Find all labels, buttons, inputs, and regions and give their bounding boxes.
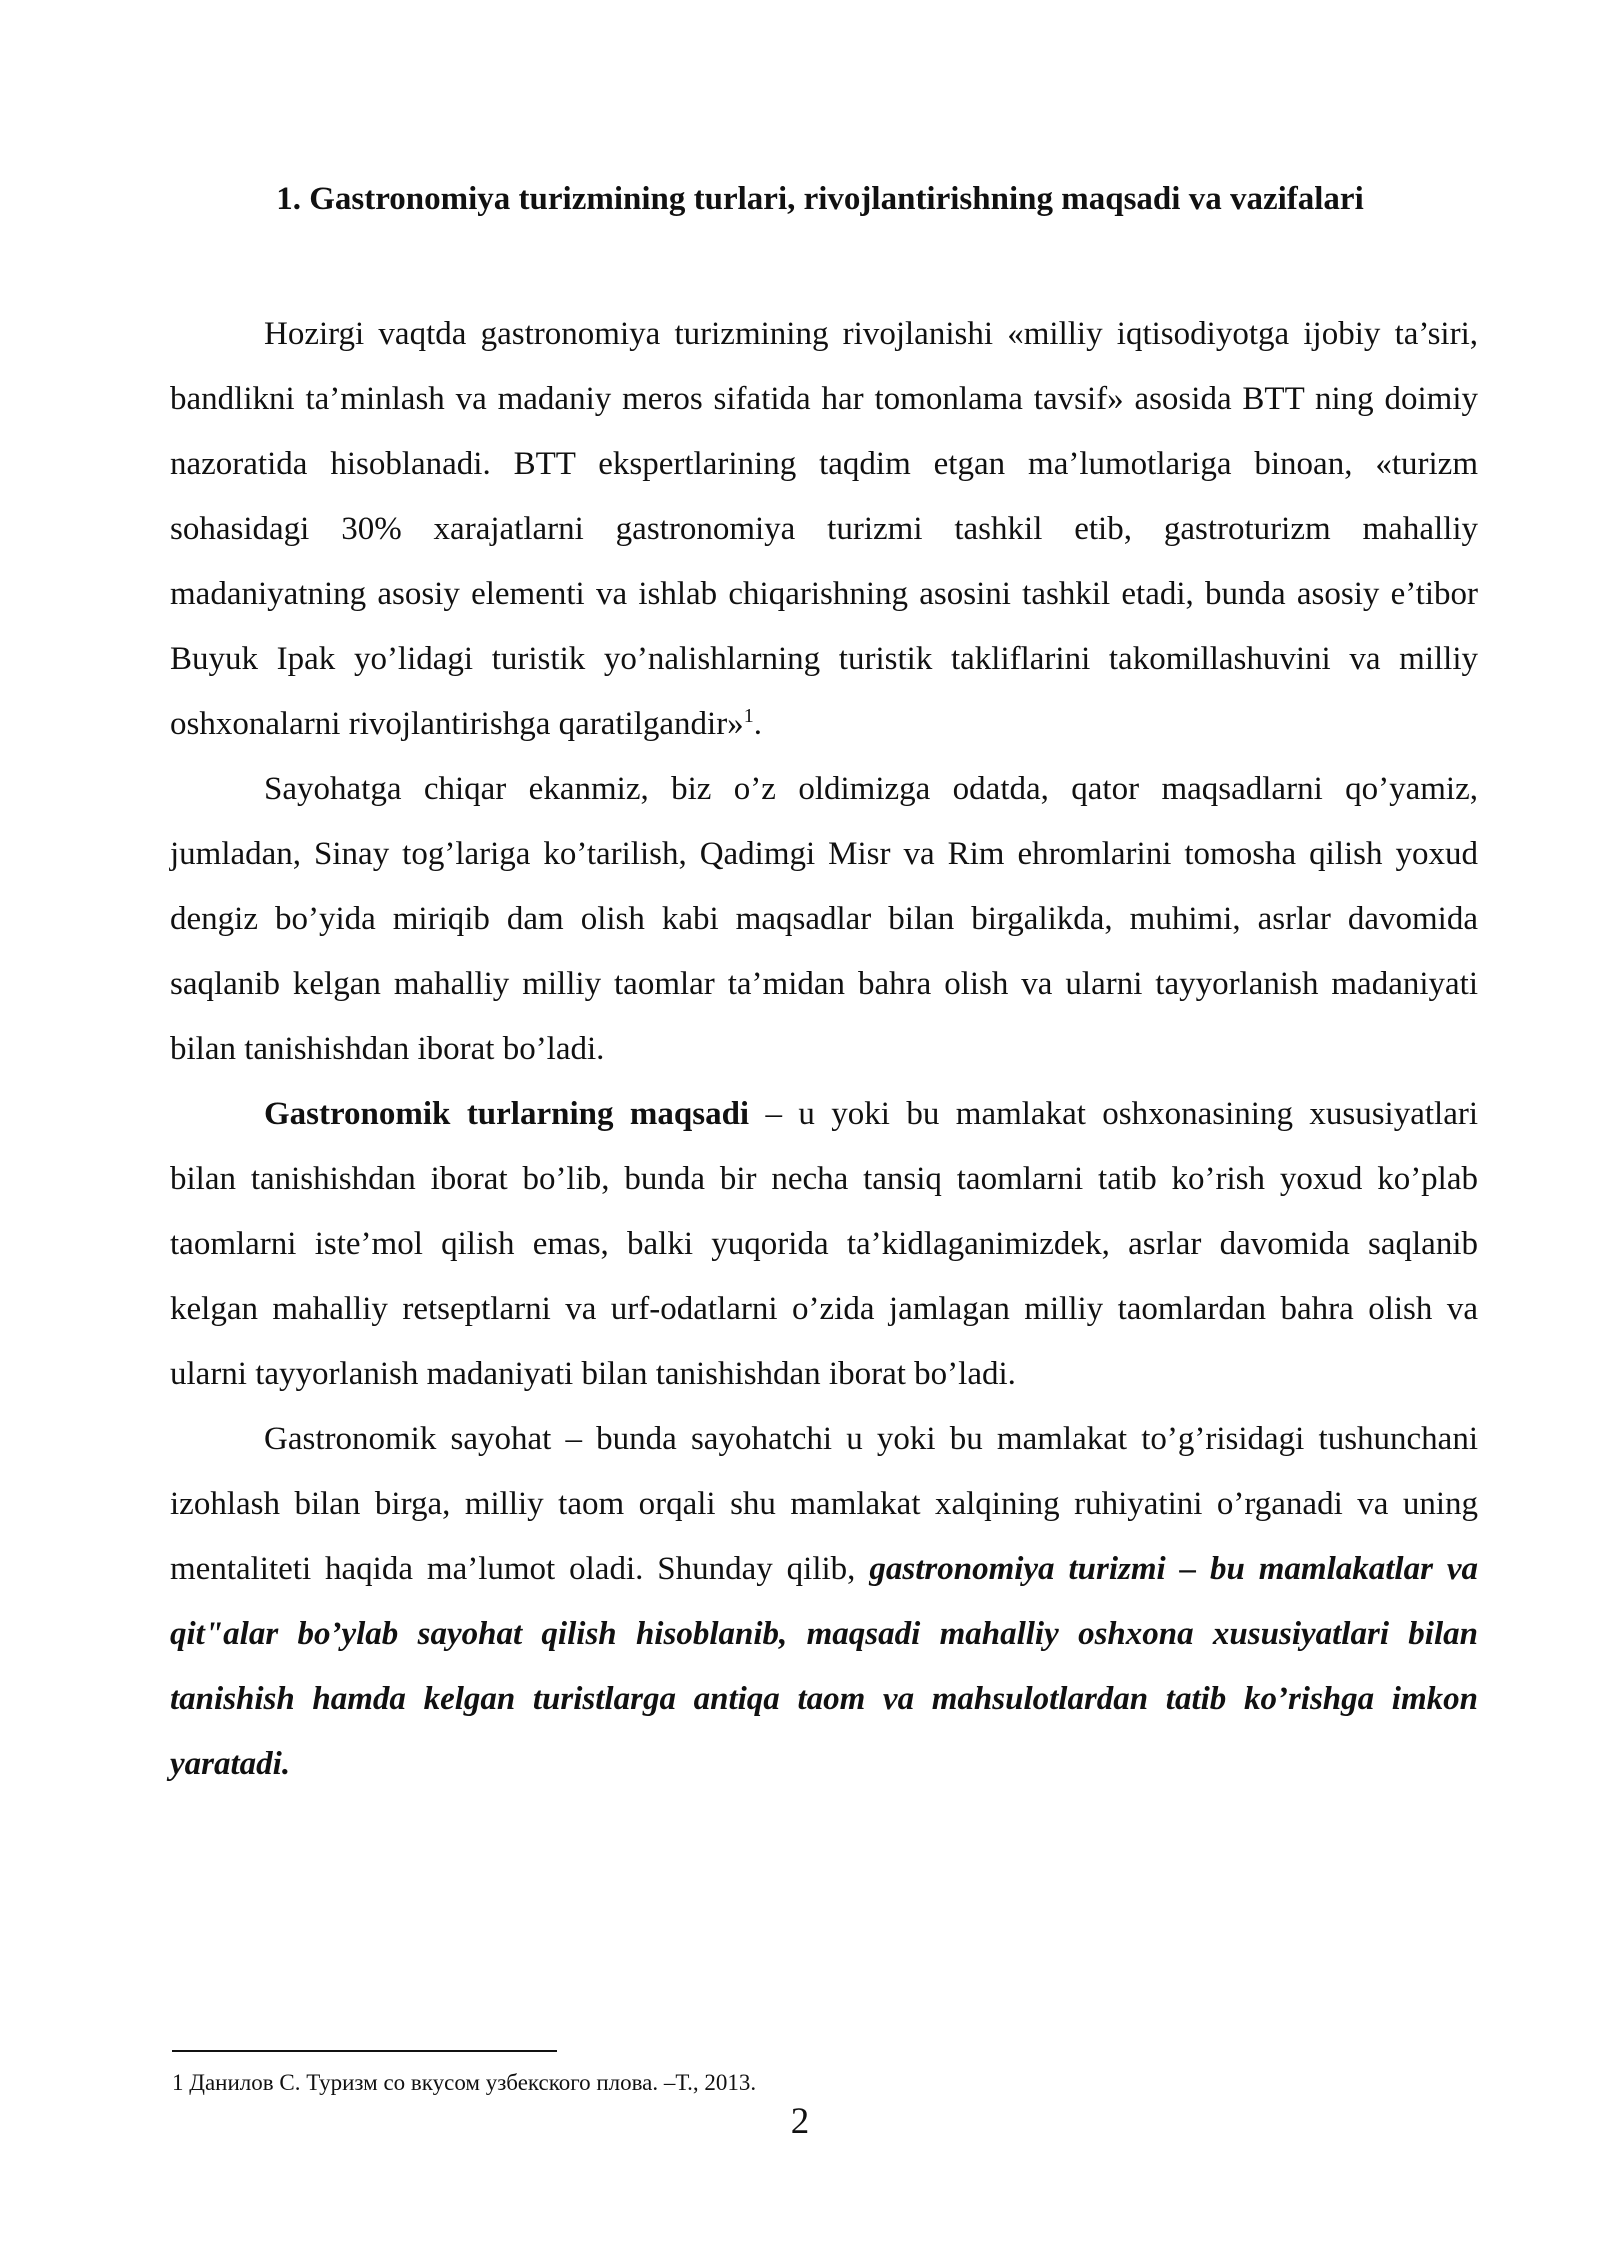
paragraph-1-end: .	[753, 706, 762, 742]
paragraph-2: Sayohatga chiqar ekanmiz, biz o’z oldimizga odatda, qator maqsadlarni qo’yamiz, jumladan, Sinay tog’lariga ko’tarilish, Qadimgi Misr va Rim ehromlarini tomosha qilish yoxud dengiz bo’yida miriqib dam olish kabi maqsadlar bilan birgalikda, muhimi, asrlar davomida saqlanib kelgan mahalliy milliy taomlar ta’midan bahra olish va ularni tayyorlanish madaniyati bilan tanishishdan iborat bo’ladi.	[170, 771, 1478, 1067]
footnote-divider	[172, 2050, 557, 2052]
paragraph-1	[170, 302, 1478, 757]
footnote-reference: 1	[743, 705, 754, 727]
paragraph-3-text: – u yoki bu mamlakat oshxonasining xususiyatlari bilan tanishishdan iborat bo’lib, bunda bir necha tansiq taomlarni tatib ko’rish yoxud ko’plab taomlarni iste’mol qilish emas, balki yuqorida ta’kidlaganimizdek, asrlar davomida saqlanib kelgan mahalliy retseptlarni va urf-odatlarni o’zida jamlagan milliy taomlardan bahra olish va ularni tayyorlanish madaniyati bilan tanishishdan iborat bo’ladi.	[170, 1096, 1478, 1392]
body-text	[170, 302, 1478, 1797]
paragraph-4-text: Gastronomik sayohat – bunda sayohatchi u yoki bu mamlakat to’g’risidagi tushunchani izohlash bilan birga, milliy taom orqali shu mamlakat xalqining ruhiyatini o’rganadi va uning mentaliteti haqida ma’lumot oladi. Shunday qilib,	[170, 1421, 1478, 1587]
paragraph-4	[170, 1407, 1478, 1797]
paragraph-3-bold-lead: Gastronomik turlarning maqsadi	[264, 1096, 750, 1132]
section-title: 1. Gastronomiya turizmining turlari, rivojlantirishning maqsadi va vazifalari	[276, 181, 1364, 217]
paragraph-3	[170, 1082, 1478, 1407]
footnote: 1 Данилов С. Туризм со вкусом узбекского плова. –Т., 2013.	[172, 2070, 757, 2095]
paragraph-1-text: Hozirgi vaqtda gastronomiya turizmining rivojlanishi «milliy iqtisodiyotga ijobiy ta’siri, bandlikni ta’minlash va madaniy meros sifatida har tomonlama tavsif» asosida BTT ning doimiy nazoratida hisoblanadi. BTT ekspertlarining taqdim etgan ma’lumotlariga binoan, «turizm sohasidagi 30% xarajatlarni gastronomiya turizmi tashkil etib, gastroturizm mahalliy madaniyatning asosiy elementi va ishlab chiqarishning asosini tashkil etadi, bunda asosiy e’tibor Buyuk Ipak yo’lidagi turistik yo’nalishlarning turistik takliflarini takomillashuvini va milliy oshxonalarni rivojlantirishga qaratilgandir»	[170, 316, 1478, 742]
page-number: 2	[790, 2101, 810, 2142]
paragraph-4-definition: gastronomiya turizmi – bu mamlakatlar va qit"alar bo’ylab sayohat qilish hisoblanib, maqsadi mahalliy oshxona xususiyatlari bilan tanishish hamda kelgan turistlarga antiqa taom va mahsulotlardan tatib ko’rishga imkon yaratadi.	[170, 1551, 1478, 1782]
